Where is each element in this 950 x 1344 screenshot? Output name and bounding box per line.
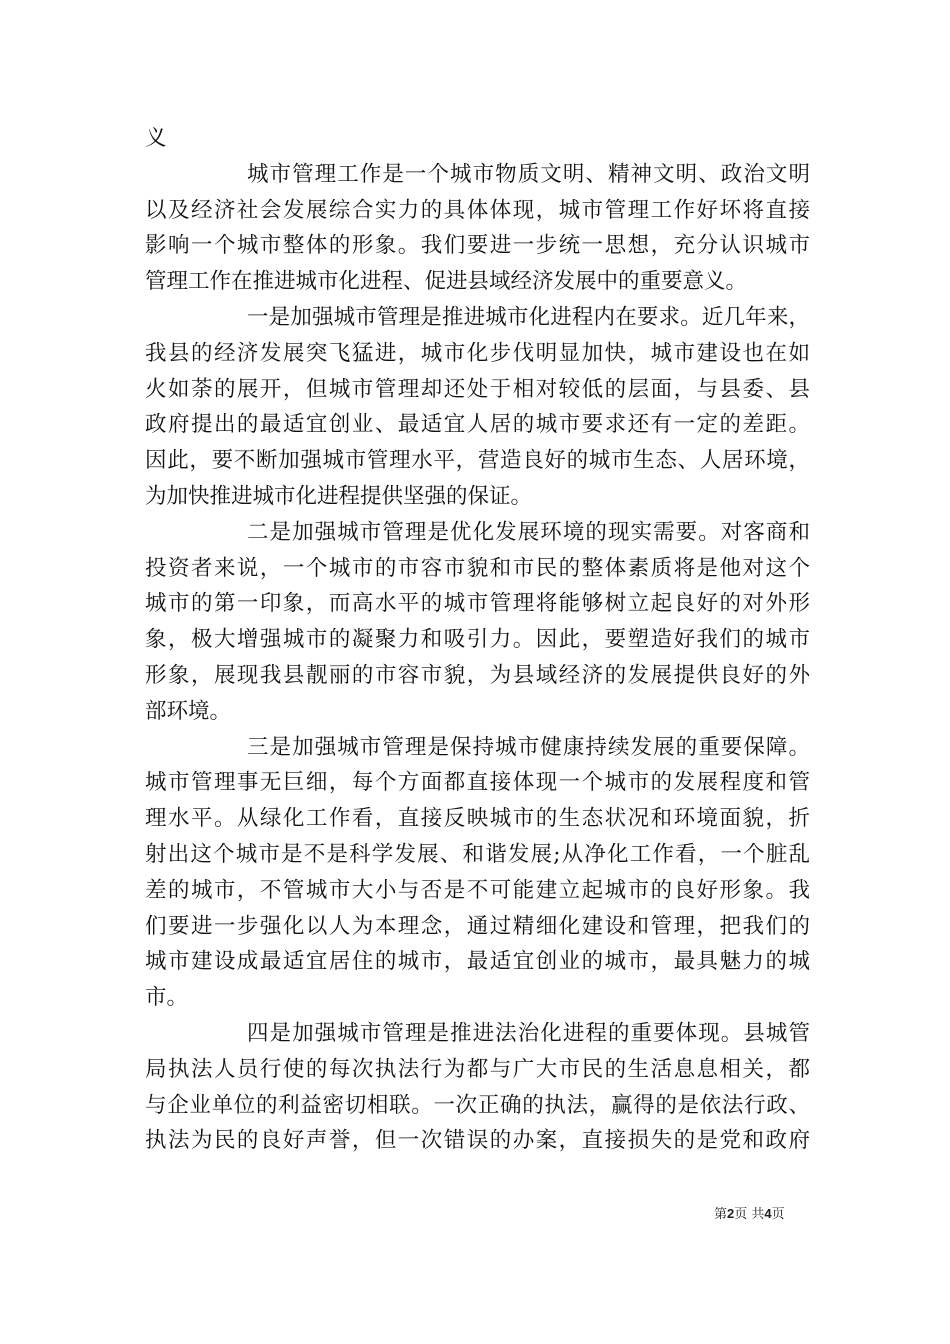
text-line: 影响一个城市整体的形象。我们要进一步统一思想，充分认识城市 xyxy=(145,233,810,259)
paragraph-first-line: 一是加强城市管理是推进城市化进程内在要求。近几年来， xyxy=(247,304,810,330)
text-line: 投资者来说，一个城市的市容市貌和市民的整体素质将是他对这个 xyxy=(145,555,810,581)
text-line: 火如荼的展开，但城市管理却还处于相对较低的层面，与县委、县 xyxy=(145,376,810,402)
body-text xyxy=(145,121,810,1159)
footer-prefix: 第 xyxy=(714,1207,728,1222)
paragraph-first-line: 三是加强城市管理是保持城市健康持续发展的重要保障。 xyxy=(247,734,810,760)
text-line: 以及经济社会发展综合实力的具体体现，城市管理工作好坏将直接 xyxy=(145,197,810,223)
text-line: 我县的经济发展突飞猛进，城市化步伐明显加快，城市建设也在如 xyxy=(145,340,810,366)
paragraph-first-line: 二是加强城市管理是优化发展环境的现实需要。对客商和 xyxy=(247,519,810,545)
text-line: 们要进一步强化以人为本理念，通过精细化建设和管理，把我们的 xyxy=(145,913,810,939)
text-line: 因此，要不断加强城市管理水平，营造良好的城市生态、人居环境， xyxy=(145,448,810,474)
text-line: 城市管理事无巨细，每个方面都直接体现一个城市的发展程度和管 xyxy=(145,770,810,796)
text-line: 象，极大增强城市的凝聚力和吸引力。因此，要塑造好我们的城市 xyxy=(145,627,810,653)
text-line: 管理工作在推进城市化进程、促进县域经济发展中的重要意义。 xyxy=(145,269,748,295)
text-line: 为加快推进城市化进程提供坚强的保证。 xyxy=(145,483,533,509)
text-line: 部环境。 xyxy=(145,698,232,724)
text-line: 义 xyxy=(145,126,167,151)
paragraph-first-line: 城市管理工作是一个城市物质文明、精神文明、政治文明 xyxy=(247,161,810,187)
footer-middle: 页 共 xyxy=(734,1207,765,1222)
text-line: 与企业单位的利益密切相联。一次正确的执法，赢得的是依法行政、 xyxy=(145,1092,810,1118)
text-line: 城市建设成最适宜居住的城市，最适宜创业的城市，最具魅力的城 xyxy=(145,949,810,975)
text-line: 差的城市，不管城市大小与否是不可能建立起城市的良好形象。我 xyxy=(145,877,810,903)
text-line: 形象，展现我县靓丽的市容市貌，为县域经济的发展提供良好的外 xyxy=(145,662,810,688)
text-line: 局执法人员行使的每次执法行为都与广大市民的生活息息相关，都 xyxy=(145,1056,810,1082)
text-line: 射出这个城市是不是科学发展、和谐发展;从净化工作看，一个脏乱 xyxy=(145,841,810,867)
text-line: 市。 xyxy=(145,985,189,1011)
text-line: 城市的第一印象，而高水平的城市管理将能够树立起良好的对外形 xyxy=(145,591,810,617)
text-line: 理水平。从绿化工作看，直接反映城市的生态状况和环境面貌，折 xyxy=(145,806,810,832)
footer-suffix: 页 xyxy=(771,1207,785,1222)
text-line: 政府提出的最适宜创业、最适宜人居的城市要求还有一定的差距。 xyxy=(145,412,810,438)
paragraph-first-line: 四是加强城市管理是推进法治化进程的重要体现。县城管 xyxy=(247,1020,810,1046)
page-number-footer xyxy=(714,1203,785,1222)
footer-current-page: 2 xyxy=(727,1206,735,1221)
footer-total-pages: 4 xyxy=(764,1206,772,1221)
text-line: 执法为民的良好声誉，但一次错误的办案，直接损失的是党和政府 xyxy=(145,1128,810,1154)
